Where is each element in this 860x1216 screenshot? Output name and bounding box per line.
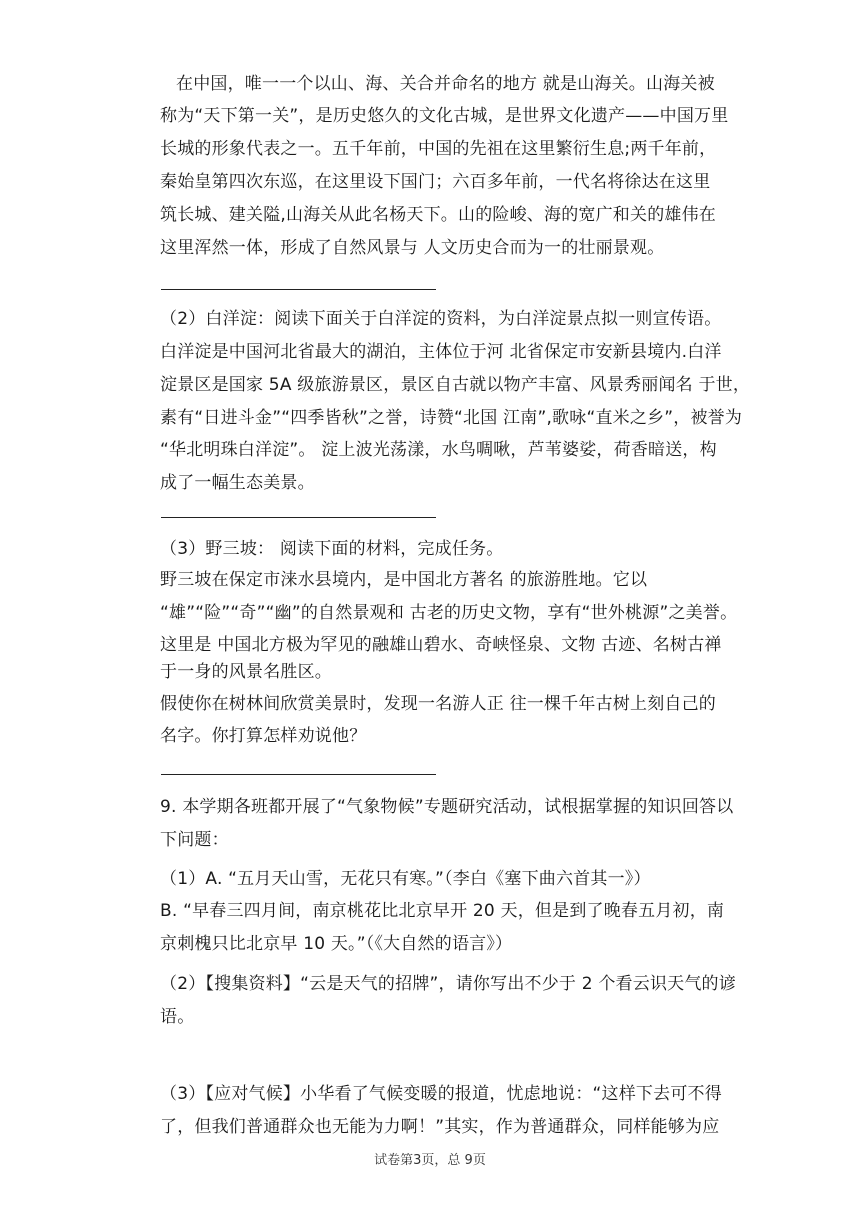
answer-line[interactable]: [161, 517, 436, 518]
question-line: 成了一幅生态美景。: [160, 473, 315, 493]
question-line: （2）【搜集资料】“云是天气的招牌”，请你写出不少于 2 个看云识天气的谚: [160, 974, 736, 994]
question-line: 素有“日进斗金”“四季皆秋”之誉，诗赞“北国 江南”,歌咏“直米之乡”，被誉为: [160, 408, 743, 428]
question-line: 名字。你打算怎样劝说他？: [160, 726, 367, 746]
question-line: 京刺槐只比北京早 10 天。”（《大自然的语言》）: [160, 934, 513, 954]
paragraph-line: 秦始皇第四次东巡，在这里设下国门；六百多年前，一代名将徐达在这里: [160, 172, 711, 192]
question-line: 野三坡在保定市涞水县境内，是中国北方著名 的旅游胜地。它以: [160, 570, 648, 590]
question-line: 这里是 中国北方极为罕见的融雄山碧水、奇峡怪泉、文物 古迹、名树古禅: [160, 635, 722, 655]
question-line: 于一身的风景名胜区。: [160, 662, 332, 682]
question-line: 淀景区是国家 5A 级旅游景区，景区自古就以物产丰富、风景秀丽闻名 于世，: [160, 375, 751, 395]
question-line: （2）白洋淀：阅读下面关于白洋淀的资料，为白洋淀景点拟一则宣传语。: [160, 309, 722, 329]
question-line: “雄”“险”“奇”“幽”的自然景观和 古老的历史文物，享有“世外桃源”之美誉。: [160, 603, 738, 623]
question-line: “华北明珠白洋淀”。 淀上波光荡漾，水鸟啁啾，芦苇婆娑，荷香暗送，构: [160, 440, 717, 460]
question-line: 假使你在树林间欣赏美景时，发现一名游人正 往一棵千年古树上刻自己的: [160, 694, 717, 714]
question-line: 白洋淀是中国河北省最大的湖泊，主体位于河 北省保定市安新县境内.白洋: [160, 342, 722, 362]
paragraph-line: 在中国，唯一一个以山、海、关合并命名的地方 就是山海关。山海关被: [176, 74, 715, 94]
answer-line[interactable]: [161, 289, 436, 290]
question-line: （3）野三坡： 阅读下面的材料，完成任务。: [160, 539, 504, 559]
paragraph-line: 筑长城、建关隘,山海关从此名杨天下。山的险峻、海的宽广和关的雄伟在: [160, 205, 717, 225]
page-footer: 试卷第3页，总 9页: [374, 1153, 486, 1168]
question-line: B. “早春三四月间，南京桃花比北京早开 20 天，但是到了晚春五月初，南: [160, 901, 725, 921]
question-line: 下问题：: [160, 830, 229, 850]
paragraph-line: 长城的形象代表之一。五千年前，中国的先祖在这里繁衍生息;两千年前，: [160, 139, 717, 159]
question-line: （1）A. “五月天山雪，无花只有寒。”（李白《塞下曲六首其一》）: [160, 869, 651, 889]
paragraph-line: 称为“天下第一关”，是历史悠久的文化古城，是世界文化遗产——中国万里: [160, 106, 729, 126]
question-line: 了，但我们普通群众也无能为力啊！”其实，作为普通群众，同样能够为应: [160, 1117, 720, 1137]
question-line: （3）【应对气候】小华看了气候变暖的报道，忧虑地说：“这样下去可不得: [160, 1084, 722, 1104]
paragraph-line: 这里浑然一体，形成了自然风景与 人文历史合而为一的壮丽景观。: [160, 238, 665, 258]
question-line: 9. 本学期各班都开展了“气象物候”专题研究活动，试根据掌握的知识回答以: [160, 797, 734, 817]
answer-line[interactable]: [161, 774, 436, 775]
question-line: 语。: [160, 1007, 195, 1027]
